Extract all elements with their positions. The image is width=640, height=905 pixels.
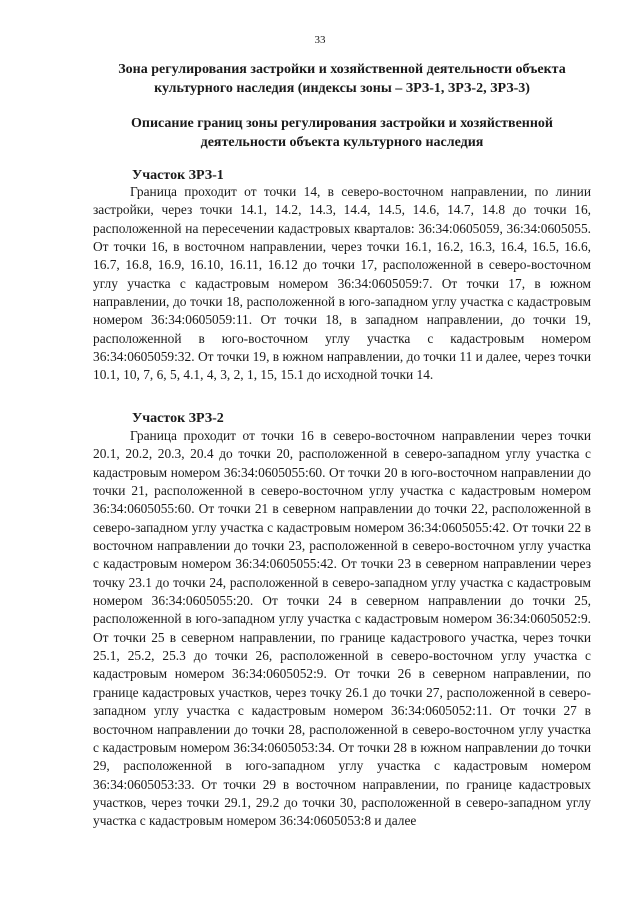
sub-heading: Описание границ зоны регулирования застройки и хозяйственной деятельности объекта культурного наследия — [130, 116, 553, 150]
section-text-zrz-2: Граница проходит от точки 16 в северо-восточном направлении через точки 20.1, 20.2, 20.3, 20.4 до точки 20, расположенной в северо-западном углу участка с кадастровым номером 36:34:0605055:60. От точки 20 в юго-восточном направлении до точки 21, расположенной в северо-восточном углу участка с кадастровым номером 36:34:0605055:60. От точки 21 в северном направлении до точки 22, расположенной в северо-западном углу участка с кадастровым номером 36:34:0605055:42. От точки 22 в восточном направлении до точки 23, расположенной в северо-восточном углу участка с кадастровым номером 36:34:0605055:42. От точки 23 в северном направлении через точку 23.1 до точки 24, расположенной в северо-западном углу участка с кадастровым номером 36:34:0605055:20. От точки 24 в северном направлении до точки 25, расположенной в юго-западном углу участка с кадастровым номером 36:34:0605052:9. От точки 25 в северном направлении, по границе кадастрового участка, через точки 25.1, 25.2, 25.3 до точки 26, расположенной в северо-восточном углу участка с кадастровым номером 36:34:0605052:9. От точки 26 в северном направлении, по границе кадастровых участков, через точку 26.1 до точки 27, расположенной в северо-западном углу участка с кадастровым номером 36:34:0605052:11. От точки 27 в восточном направлении до точки 28, расположенной в северо-восточном углу участка с кадастровым номером 36:34:0605053:34. От точки 28 в южном направлении до точки 29, расположенной в юго-западном углу участка с кадастровым номером 36:34:0605053:33. От точки 29 в восточном направлении, по границе кадастровых участков, через точки 29.1, 29.2 до точки 30, расположенной в северо-западном углу участка с кадастровым номером 36:34:0605053:8 и далее — [93, 428, 591, 829]
section-title-zrz-1: Участок ЗРЗ-1 — [132, 168, 224, 183]
main-heading: Зона регулирования застройки и хозяйственной деятельности объекта культурного наследия (индексы зоны – ЗРЗ-1, ЗРЗ-2, ЗРЗ-3) — [118, 62, 566, 96]
section-text-zrz-1: Граница проходит от точки 14, в северо-восточном направлении, по линии застройки, через точки 14.1, 14.2, 14.3, 14.4, 14.5, 14.6, 14.7, 14.8 до точки 16, расположенной на пересечении кадастровых кварталов: 36:34:0605059, 36:34:0605055. От точки 16, в восточном направлении, через точки 16.1, 16.2, 16.3, 16.4, 16.5, 16.6, 16.7, 16.8, 16.9, 16.10, 16.11, 16.12 до точки 17, расположенной в северо-восточном углу участка с кадастровым номером 36:34:0605059:7. От точки 17, в южном направлении, до точки 18, расположенной в юго-западном углу участка с кадастровым номером 36:34:0605059:11. От точки 18, в западном направлении, до точки 19, расположенной в юго-восточном углу участка с кадастровым номером 36:34:0605059:32. От точки 19, в южном направлении, до точки 11 и далее, через точки 10.1, 10, 7, 6, 5, 4.1, 4, 3, 2, 1, 15, 15.1 до исходной точки 14. — [93, 184, 591, 383]
section-title-zrz-2: Участок ЗРЗ-2 — [132, 411, 224, 426]
page-number: 33 — [314, 34, 326, 46]
